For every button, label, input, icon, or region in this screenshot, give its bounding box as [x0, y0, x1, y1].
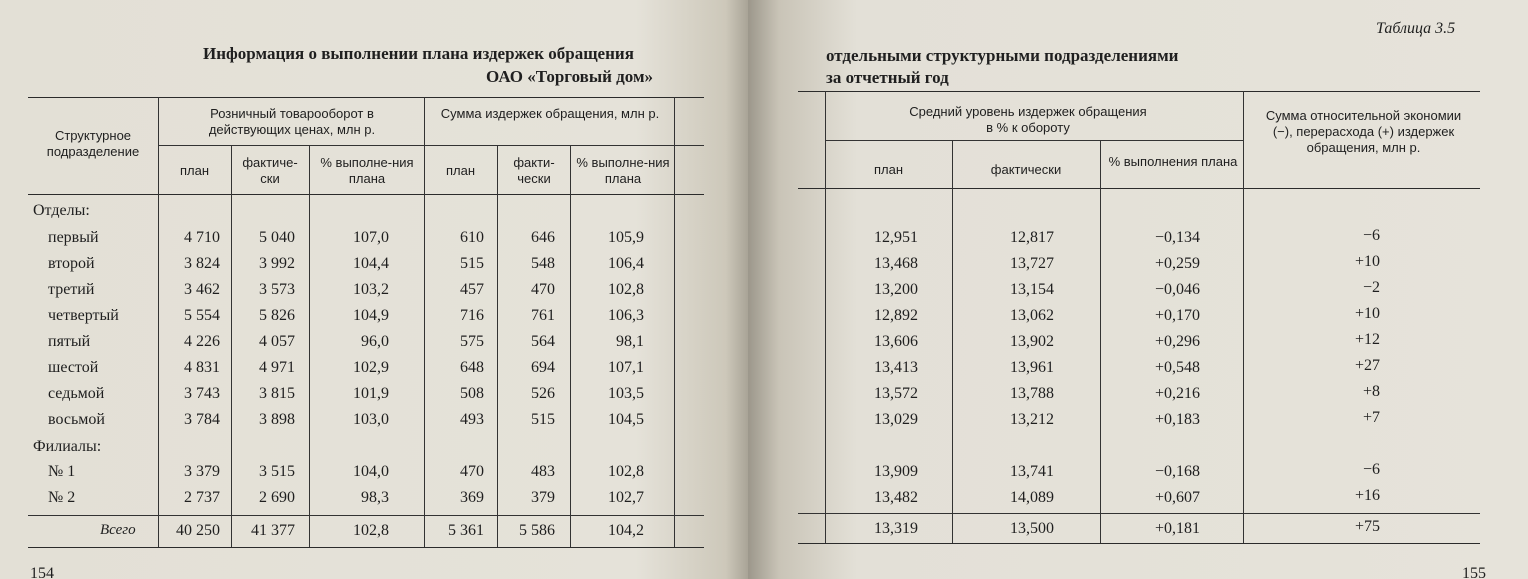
row-name: шестой: [48, 359, 99, 376]
cost-plan: 470: [460, 463, 484, 480]
row-name: первый: [48, 229, 99, 246]
total-cost-fact: 5 586: [519, 522, 555, 539]
retail-plan: 4 831: [184, 359, 220, 376]
retail-plan: 3 462: [184, 281, 220, 298]
level-pct: +0,259: [1154, 255, 1200, 272]
retail-fact: 2 690: [259, 489, 295, 506]
row-name: восьмой: [48, 411, 105, 428]
level-pct: +0,170: [1154, 307, 1200, 324]
level-plan: 13,029: [874, 411, 918, 428]
cost-plan: 716: [460, 307, 484, 324]
economy: +27: [1354, 357, 1380, 374]
level-fact: 13,062: [1010, 307, 1054, 324]
retail-plan: 3 743: [184, 385, 220, 402]
page-number-right: 155: [1462, 565, 1486, 579]
total-bottom-rule: [28, 547, 704, 548]
retail-fact: 4 057: [259, 333, 295, 350]
cost-fact: 483: [531, 463, 555, 480]
level-fact: 13,212: [1010, 411, 1054, 428]
level-fact: 14,089: [1010, 489, 1054, 506]
col-divider: [231, 145, 232, 547]
col-divider: [825, 91, 826, 543]
title-left-line2: ОАО «Торговый дом»: [486, 67, 654, 86]
right-page: [748, 0, 1528, 579]
retail-plan: 3 784: [184, 411, 220, 428]
level-plan: 13,413: [874, 359, 918, 376]
cost-plan: 515: [460, 255, 484, 272]
level-fact: 13,961: [1010, 359, 1054, 376]
level-fact: 12,817: [1010, 229, 1054, 246]
row-name: второй: [48, 255, 95, 272]
title-left-line1: Информация о выполнении плана издержек обращения: [203, 44, 634, 63]
cost-plan: 369: [460, 489, 484, 506]
cost-fact: 526: [531, 385, 555, 402]
retail-fact: 3 815: [259, 385, 295, 402]
total-bottom-rule: [798, 543, 1480, 544]
retail-pct: 98,3: [361, 489, 389, 506]
group-label-branches: Филиалы:: [33, 438, 102, 455]
row-name: седьмой: [48, 385, 105, 402]
left-page: [0, 0, 748, 579]
total-retail-pct: 102,8: [353, 522, 389, 539]
retail-fact: 3 573: [259, 281, 295, 298]
economy: +10: [1354, 305, 1380, 322]
level-pct: +0,607: [1154, 489, 1200, 506]
total-retail-plan: 40 250: [176, 522, 220, 539]
cost-pct: 104,5: [608, 411, 644, 428]
title-right-line1: отдельными структурными подразделениями: [826, 46, 1179, 65]
header-bottom-rule: [798, 188, 1480, 189]
group-label-departments: Отделы:: [33, 202, 90, 219]
col-divider: [570, 145, 571, 547]
subheader-rule: [825, 140, 1243, 141]
level-pct: −0,134: [1154, 229, 1200, 246]
retail-pct: 107,0: [353, 229, 389, 246]
header-unit: Структурное подразделение: [46, 128, 140, 159]
cost-plan: 575: [460, 333, 484, 350]
economy: −6: [1362, 227, 1380, 244]
cost-pct: 98,1: [616, 333, 644, 350]
total-cost-pct: 104,2: [608, 522, 644, 539]
header-pct: % выполне-ния плана: [576, 155, 670, 186]
cost-plan: 648: [460, 359, 484, 376]
cost-fact: 646: [531, 229, 555, 246]
level-plan: 13,909: [874, 463, 918, 480]
row-name: № 2: [48, 489, 76, 506]
cost-pct: 103,5: [608, 385, 644, 402]
level-pct: −0,168: [1154, 463, 1200, 480]
economy: −2: [1362, 279, 1380, 296]
total-cost-plan: 5 361: [448, 522, 484, 539]
title-right-line2: за отчетный год: [826, 68, 949, 87]
retail-pct: 103,2: [353, 281, 389, 298]
table-number: Таблица 3.5: [1376, 20, 1456, 37]
economy: +12: [1354, 331, 1380, 348]
col-divider: [674, 97, 675, 547]
economy: +16: [1354, 487, 1380, 504]
row-name: четвертый: [48, 307, 119, 324]
total-top-rule: [28, 515, 704, 516]
retail-pct: 104,0: [353, 463, 389, 480]
total-level-pct: +0,181: [1154, 520, 1200, 537]
header-fact: фактиче-ски: [242, 155, 298, 186]
cost-pct: 105,9: [608, 229, 644, 246]
row-name: № 1: [48, 463, 76, 480]
retail-fact: 4 971: [259, 359, 295, 376]
col-divider: [1100, 140, 1101, 543]
retail-pct: 104,9: [353, 307, 389, 324]
retail-plan: 3 824: [184, 255, 220, 272]
cost-pct: 106,4: [608, 255, 644, 272]
cost-plan: 508: [460, 385, 484, 402]
header-plan: план: [445, 163, 476, 178]
cost-pct: 102,7: [608, 489, 644, 506]
total-label: Всего: [100, 522, 136, 538]
cost-fact: 515: [531, 411, 555, 428]
level-pct: +0,183: [1154, 411, 1200, 428]
economy: +10: [1354, 253, 1380, 270]
retail-fact: 5 826: [259, 307, 295, 324]
level-fact: 13,788: [1010, 385, 1054, 402]
col-divider: [952, 140, 953, 543]
economy: −6: [1362, 461, 1380, 478]
header-pct: % выполнения плана: [1108, 154, 1238, 169]
cost-pct: 106,3: [608, 307, 644, 324]
level-fact: 13,902: [1010, 333, 1054, 350]
retail-plan: 5 554: [184, 307, 220, 324]
level-fact: 13,741: [1010, 463, 1054, 480]
level-pct: +0,296: [1154, 333, 1200, 350]
subheader-rule: [158, 145, 704, 146]
cost-plan: 610: [460, 229, 484, 246]
header-fact: факти-чески: [513, 155, 555, 186]
economy: +7: [1362, 409, 1380, 426]
header-bottom-rule: [28, 194, 704, 195]
table-top-rule: [28, 97, 704, 98]
retail-pct: 101,9: [353, 385, 389, 402]
retail-pct: 102,9: [353, 359, 389, 376]
retail-pct: 103,0: [353, 411, 389, 428]
header-plan: план: [179, 163, 210, 178]
level-pct: +0,216: [1154, 385, 1200, 402]
retail-plan: 4 710: [184, 229, 220, 246]
level-pct: −0,046: [1154, 281, 1200, 298]
retail-fact: 3 898: [259, 411, 295, 428]
cost-fact: 564: [531, 333, 555, 350]
header-cost-sum-group: Сумма издержек обращения, млн р.: [440, 106, 660, 121]
table-top-rule: [798, 91, 1480, 92]
retail-pct: 104,4: [353, 255, 389, 272]
header-level-group: Средний уровень издержек обращения в % к обороту: [909, 104, 1147, 135]
col-divider: [309, 145, 310, 547]
level-plan: 12,951: [874, 229, 918, 246]
level-pct: +0,548: [1154, 359, 1200, 376]
col-divider: [497, 145, 498, 547]
cost-fact: 379: [531, 489, 555, 506]
retail-plan: 4 226: [184, 333, 220, 350]
level-fact: 13,154: [1010, 281, 1054, 298]
total-level-plan: 13,319: [874, 520, 918, 537]
col-divider: [1243, 91, 1244, 543]
total-economy: +75: [1354, 518, 1380, 535]
header-plan: план: [873, 162, 904, 177]
cost-fact: 694: [531, 359, 555, 376]
level-plan: 13,606: [874, 333, 918, 350]
cost-pct: 102,8: [608, 463, 644, 480]
retail-pct: 96,0: [361, 333, 389, 350]
header-pct: % выполне-ния плана: [320, 155, 414, 186]
cost-pct: 107,1: [608, 359, 644, 376]
level-plan: 13,572: [874, 385, 918, 402]
level-plan: 12,892: [874, 307, 918, 324]
level-plan: 13,468: [874, 255, 918, 272]
cost-fact: 761: [531, 307, 555, 324]
retail-fact: 5 040: [259, 229, 295, 246]
header-fact: фактически: [990, 162, 1062, 177]
total-retail-fact: 41 377: [251, 522, 295, 539]
header-retail-group: Розничный товарооборот в действующих ценах, млн р.: [208, 106, 376, 137]
retail-plan: 2 737: [184, 489, 220, 506]
retail-plan: 3 379: [184, 463, 220, 480]
cost-fact: 470: [531, 281, 555, 298]
row-name: пятый: [48, 333, 91, 350]
retail-fact: 3 515: [259, 463, 295, 480]
cost-fact: 548: [531, 255, 555, 272]
header-economy: Сумма относительной экономии (−), перерасхода (+) издержек обращения, млн р.: [1265, 108, 1462, 155]
cost-pct: 102,8: [608, 281, 644, 298]
cost-plan: 457: [460, 281, 484, 298]
level-fact: 13,727: [1010, 255, 1054, 272]
row-name: третий: [48, 281, 95, 298]
level-plan: 13,482: [874, 489, 918, 506]
retail-fact: 3 992: [259, 255, 295, 272]
total-top-rule: [798, 513, 1480, 514]
economy: +8: [1362, 383, 1380, 400]
total-level-fact: 13,500: [1010, 520, 1054, 537]
level-plan: 13,200: [874, 281, 918, 298]
cost-plan: 493: [460, 411, 484, 428]
page-number-left: 154: [30, 565, 54, 579]
